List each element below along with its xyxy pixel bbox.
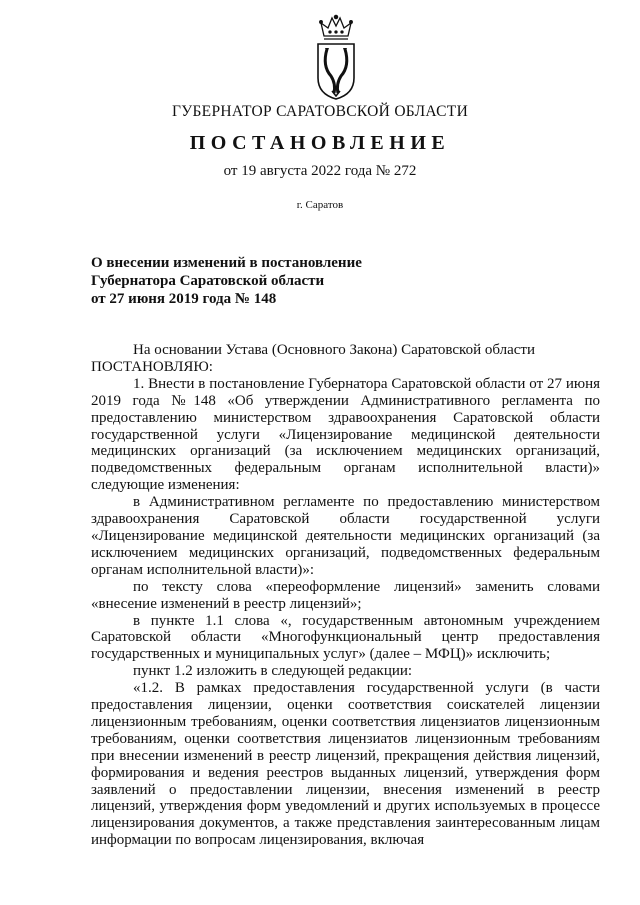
body-paragraph: в Административном регламенте по предоставлению министерством здравоохранения Саратовской области государственной услуги «Лицензирование медицинской деятельности медицинских организаций (за исключением медицинских организаций, подведомственных федеральным органам исполнительной власти)»: [91, 494, 600, 578]
document-subject [91, 254, 362, 308]
document-city: г. Саратов [296, 199, 344, 211]
document-date-number: от 19 августа 2022 года № 272 [223, 163, 417, 179]
subject-line: от 27 июня 2019 года № 148 [91, 291, 277, 307]
subject-line: О внесении изменений в постановление [91, 255, 362, 271]
body-paragraph: пункт 1.2 изложить в следующей редакции: [133, 663, 413, 680]
body-paragraph: ПОСТАНОВЛЯЮ: [91, 358, 213, 375]
body-paragraph: «1.2. В рамках предоставления государственной услуги (в части предоставления лицензии, оценки соответствия соискателей лицензии лицензионным требованиям, оценки соответствия лицензиатов лицензионным требованиям, оценки соответствия лицензиатов лицензионным требованиям при внесении изменений в реестр лицензий, прекращения действия лицензий, формирования и ведения реестров выданных лицензий, утверждения форм заявлений о предоставлении лицензии, внесения изменений в реестр лицензий, утверждения форм уведомлений и других используемых в процессе лицензирования документов, а также представления заинтересованным лицам информации по вопросам лицензирования, включая [91, 680, 600, 849]
body-paragraph: в пункте 1.1 слова «, государственным автономным учреждением Саратовской области «Многофункциональный центр предоставления государственных и муниципальных услуг» (далее – МФЦ)» исключить; [91, 612, 600, 663]
body-paragraph: 1. Внести в постановление Губернатора Саратовской области от 27 июня 2019 года №148 «Об утверждении Административного регламента по предоставлению министерством здравоохранения Саратовской области государственной услуги «Лицензирование медицинской деятельности медицинских организаций (за исключением медицинских организаций, подведомственных федеральным органам исполнительной власти)» следующие изменения: [91, 375, 600, 494]
coat-of-arms-emblem [312, 14, 360, 100]
document-type-title: ПОСТАНОВЛЕНИЕ [189, 132, 451, 154]
issuing-authority: ГУБЕРНАТОР САРАТОВСКОЙ ОБЛАСТИ [171, 103, 469, 120]
body-paragraph: На основании Устава (Основного Закона) Саратовской области [133, 342, 536, 358]
document-body [91, 342, 600, 849]
body-paragraph: по тексту слова «переоформление лицензий» заменить словами «внесение изменений в реестр лицензий»; [91, 578, 600, 612]
subject-line: Губернатора Саратовской области [91, 273, 325, 289]
